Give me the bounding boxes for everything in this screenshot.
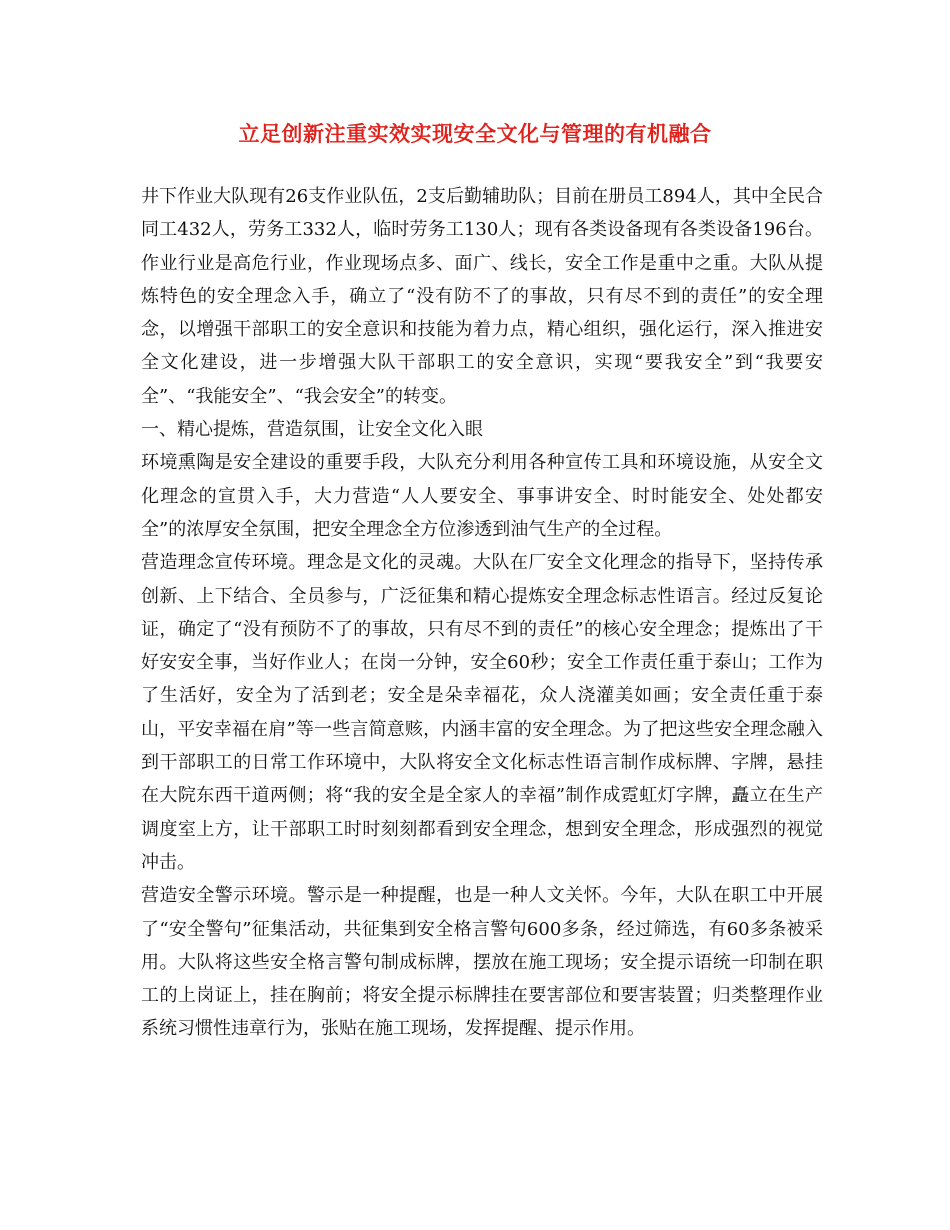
section-paragraph-concept: 营造理念宣传环境。理念是文化的灵魂。大队在厂安全文化理念的指导下，坚持传承创新、上下结合、全员参与，广泛征集和精心提炼安全理念标志性语言。经过反复论证，确定了“没有预防不了的事故，只有尽不到的责任”的核心安全理念；提炼出了干好安安全事，当好作业人；在岗一分钟，安全60秒；安全工作责任重于泰山；工作为了生活好，安全为了活到老；安全是朵幸福花，众人浇灌美如画；安全责任重于泰山，平安幸福在肩”等一些言简意赅，内涵丰富的安全理念。为了把这些安全理念融入到干部职工的日常工作环境中，大队将安全文化标志性语言制作成标牌、字牌，悬挂在大院东西干道两侧；将“我的安全是全家人的幸福”制作成霓虹灯字牌，矗立在生产调度室上方，让干部职工时时刻刻都看到安全理念，想到安全理念，形成强烈的视觉冲击。 — [141, 552, 823, 873]
intro-paragraph: 井下作业大队现有26支作业队伍，2支后勤辅助队；目前在册员工894人，其中全民合同工432人，劳务工332人，临时劳务工130人；现有各类设备现有各类设备196台。作业行业是高危行业，作业现场点多、面广、线长，安全工作是重中之重。大队从提炼特色的安全理念入手，确立了“没有防不了的事故，只有尽不到的责任”的安全理念，以增强干部职工的安全意识和技能为着力点，精心组织，强化运行，深入推进安全文化建设，进一步增强大队干部职工的安全意识，实现“要我安全”到“我要安全”、“我能安全”、“我会安全”的转变。 — [141, 186, 823, 407]
section-paragraph-warning: 营造安全警示环境。警示是一种提醒，也是一种人文关怀。今年，大队在职工中开展了“安全警句”征集活动，共征集到安全格言警句600多条，经过筛选，有60多条被采用。大队将这些安全格言警句制成标牌，摆放在施工现场；安全提示语统一印制在职工的上岗证上，挂在胸前；将安全提示标牌挂在要害部位和要害装置；归类整理作业系统习惯性违章行为，张贴在施工现场，发挥提醒、提示作用。 — [141, 885, 823, 1040]
section-paragraph-environment: 环境熏陶是安全建设的重要手段，大队充分利用各种宣传工具和环境设施，从安全文化理念的宣贯入手，大力营造“人人要安全、事事讲安全、时时能安全、处处都安全”的浓厚安全氛围，把安全理念全方位渗透到油气生产的全过程。 — [141, 452, 823, 540]
section-heading-1: 一、精心提炼，营造氛围，让安全文化入眼 — [141, 419, 483, 441]
document-body — [141, 180, 823, 1046]
document-title: 立足创新注重实效实现安全文化与管理的有机融合 — [238, 121, 712, 146]
